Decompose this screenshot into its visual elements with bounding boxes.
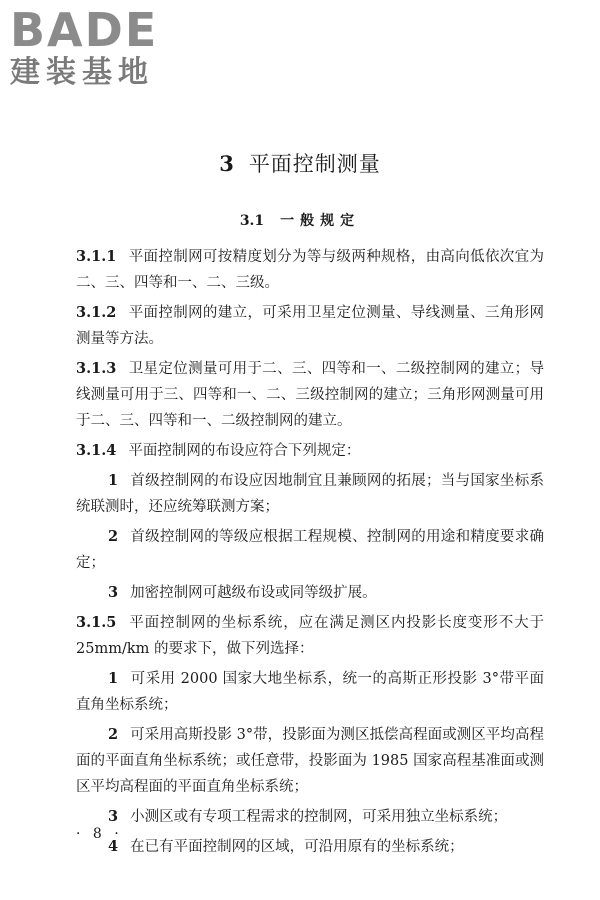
bade-logo <box>10 3 180 90</box>
document-body <box>76 244 544 864</box>
section-title <box>0 210 600 230</box>
section-number: 3.1 <box>239 213 265 229</box>
clause-3-1-5-item-4 <box>76 834 544 860</box>
item-text: 可采用 2000 国家大地坐标系，统一的高斯正形投影 3°带平面直角坐标系统； <box>76 671 544 713</box>
clause-text: 平面控制网的建立，可采用卫星定位测量、导线测量、三角形网测量等方法。 <box>76 305 544 347</box>
clause-number: 3.1.3 <box>76 360 117 377</box>
item-text: 在已有平面控制网的区域，可沿用原有的坐标系统； <box>130 839 464 855</box>
item-text: 首级控制网的等级应根据工程规模、控制网的用途和精度要求确定； <box>76 529 544 571</box>
item-number: 1 <box>108 670 119 687</box>
item-text: 加密控制网可越级布设或同等级扩展。 <box>130 585 377 601</box>
chapter-number: 3 <box>219 151 235 176</box>
clause-text: 平面控制网的布设应符合下列规定： <box>128 443 361 459</box>
clause-text: 卫星定位测量可用于二、三、四等和一、二级控制网的建立；导线测量可用于三、四等和一、二、三级控制网的建立；三角形网测量可用于二、三、四等和一、二级控制网的建立。 <box>76 361 544 429</box>
clause-number: 3.1.1 <box>76 248 117 265</box>
clause-text: 平面控制网可按精度划分为等与级两种规格，由高向低依次宜为二、三、四等和一、二、三级。 <box>76 249 544 291</box>
clause-text: 平面控制网的坐标系统，应在满足测区内投影长度变形不大于 25mm/km 的要求下，做下列选择： <box>76 615 544 657</box>
chapter-name: 平面控制测量 <box>248 152 381 176</box>
clause-number: 3.1.4 <box>76 442 117 459</box>
clause-3-1-4-item-2 <box>76 524 544 576</box>
item-text: 小测区或有专项工程需求的控制网，可采用独立坐标系统； <box>130 809 508 825</box>
item-text: 可采用高斯投影 3°带，投影面为测区抵偿高程面或测区平均高程面的平面直角坐标系统；或任意带，投影面为 1985 国家高程基准面或测区平均高程面的平面直角坐标系统； <box>76 727 544 795</box>
item-text: 首级控制网的布设应因地制宜且兼顾网的拓展；当与国家坐标系统联测时，还应统筹联测方案； <box>76 473 544 515</box>
chapter-title <box>0 148 600 178</box>
clause-3-1-4 <box>76 438 544 464</box>
clause-3-1-4-item-1 <box>76 468 544 520</box>
clause-number: 3.1.2 <box>76 304 117 321</box>
page-number: · 8 · <box>76 826 123 842</box>
clause-3-1-5-item-2 <box>76 722 544 800</box>
clause-3-1-3 <box>76 356 544 434</box>
clause-3-1-5 <box>76 610 544 662</box>
item-number: 3 <box>108 808 119 825</box>
logo-brand-text: BADE <box>10 3 159 57</box>
item-number: 2 <box>108 726 119 743</box>
logo-subtitle-text: 建装基地 <box>10 55 154 90</box>
clause-3-1-2 <box>76 300 544 352</box>
clause-number: 3.1.5 <box>76 614 117 631</box>
item-number: 4 <box>108 838 119 855</box>
clause-3-1-4-item-3 <box>76 580 544 606</box>
clause-3-1-5-item-1 <box>76 666 544 718</box>
item-number: 3 <box>108 584 119 601</box>
item-number: 1 <box>108 472 119 489</box>
clause-3-1-5-item-3 <box>76 804 544 830</box>
item-number: 2 <box>108 528 119 545</box>
clause-3-1-1 <box>76 244 544 296</box>
section-name: 一般规定 <box>280 213 361 229</box>
